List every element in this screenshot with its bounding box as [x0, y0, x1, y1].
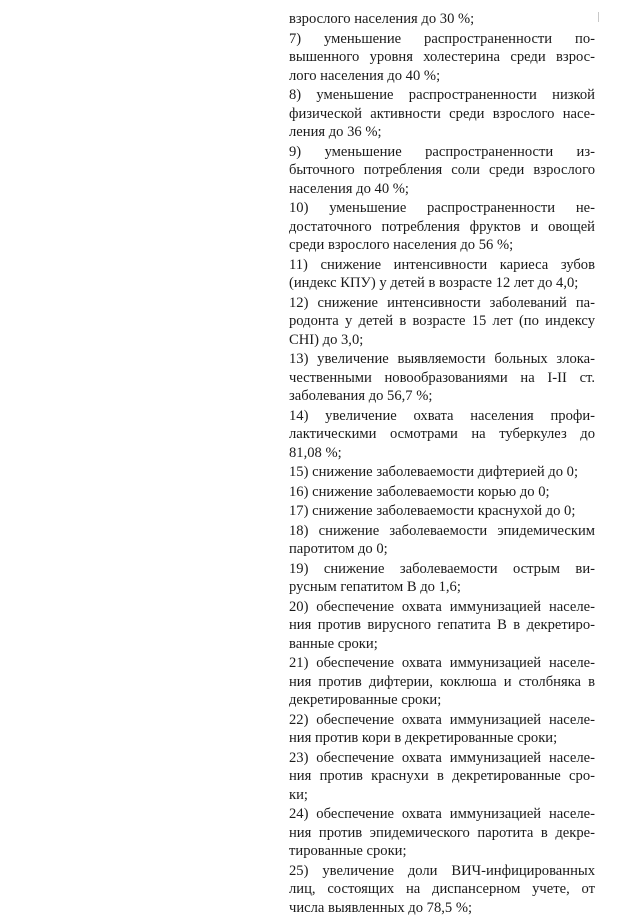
list-item-line: 14) увеличение охвата населения профи-: [289, 407, 595, 424]
list-item-15: [289, 463, 595, 482]
list-item-line: 19) снижение заболеваемости острым ви-: [289, 560, 595, 577]
list-item-line: паротитом до 0;: [289, 541, 388, 557]
list-item-line: 8) уменьшение распространенности низкой: [289, 87, 595, 103]
list-item-line: ния против кори в декретированные сроки;: [289, 730, 558, 746]
list-item-line: 18) снижение заболеваемости эпидемическим: [289, 522, 595, 539]
list-item-line: 10) уменьшение распространенности не-: [289, 200, 595, 216]
list-item-line: числа выявленных до 78,5 %;: [289, 899, 473, 916]
list-item-line: достаточного потребления фруктов и овощей: [289, 218, 595, 235]
list-item-line: (индекс КПУ) у детей в возрасте 12 лет до 4,0;: [289, 275, 579, 291]
list-item-line: 22) обеспечение охвата иммунизацией населе-: [289, 711, 595, 728]
list-item-line: лого населения до 40 %;: [289, 67, 441, 84]
list-item-9: [289, 143, 595, 199]
list-item-line: населения до 40 %;: [289, 180, 409, 197]
list-item-line: ния против вирусного гепатита В в декретиро-: [289, 617, 595, 633]
list-item-line: ния против эпидемического паротита в декре-: [289, 824, 595, 841]
list-item-20: [289, 598, 595, 654]
list-item-line: ния против краснухи в декретированные сро-: [289, 768, 595, 784]
list-item-11: [289, 256, 595, 293]
list-item-cont: [289, 10, 595, 29]
list-item-line: русным гепатитом В до 1,6;: [289, 579, 461, 595]
list-item-14: [289, 407, 595, 463]
text-column: [289, 10, 595, 918]
list-item-17: [289, 502, 595, 521]
list-item-19: [289, 560, 595, 597]
list-item-line: тированные сроки;: [289, 843, 407, 859]
list-item-10: [289, 199, 595, 255]
list-item-line: СНI) до 3,0;: [289, 331, 364, 348]
list-item-7: [289, 30, 595, 86]
list-item-line: чественными новообразованиями на I-II ст.: [289, 369, 595, 386]
list-item-16: [289, 483, 595, 502]
list-item-8: [289, 86, 595, 142]
list-item-line: 23) обеспечение охвата иммунизацией населе-: [289, 749, 595, 766]
list-item-line: лактическими осмотрами на туберкулез до: [289, 426, 595, 442]
list-item-line: 11) снижение интенсивности кариеса зубов: [289, 256, 595, 273]
list-item-line: 20) обеспечение охвата иммунизацией населе-: [289, 598, 595, 615]
list-item-line: родонта у детей в возрасте 15 лет (по индексу: [289, 313, 595, 329]
list-item-line: 21) обеспечение охвата иммунизацией населе-: [289, 655, 595, 671]
list-item-18: [289, 522, 595, 559]
list-item-12: [289, 294, 595, 350]
list-item-line: ванные сроки;: [289, 635, 378, 652]
list-item-line: ки;: [289, 786, 308, 803]
list-item-line: 12) снижение интенсивности заболеваний па-: [289, 294, 595, 311]
list-item-line: 24) обеспечение охвата иммунизацией населе-: [289, 806, 595, 822]
list-item-line: физической активности среди взрослого насе-: [289, 105, 595, 122]
list-item-line: 25) увеличение доли ВИЧ-инфицированных: [289, 862, 595, 879]
scan-artifact-mark: [598, 12, 599, 22]
list-item-line: 7) уменьшение распространенности по-: [289, 30, 595, 47]
list-item-line: 15) снижение заболеваемости дифтерией до 0;: [289, 464, 579, 480]
list-item-line: вышенного уровня холестерина среди взрос-: [289, 49, 595, 65]
list-item-13: [289, 350, 595, 406]
list-item-22: [289, 711, 595, 748]
list-item-23: [289, 749, 595, 805]
list-item-line: лиц, состоящих на диспансерном учете, от: [289, 881, 595, 897]
list-item-line: 16) снижение заболеваемости корью до 0;: [289, 483, 550, 500]
list-item-line: среди взрослого населения до 56 %;: [289, 237, 514, 253]
list-item-line: ления до 36 %;: [289, 124, 382, 140]
list-item-line: 9) уменьшение распространенности из-: [289, 143, 595, 160]
list-item-line: быточного потребления соли среди взрослого: [289, 162, 595, 178]
list-item-line: декретированные сроки;: [289, 692, 442, 708]
list-item-line: 81,08 %;: [289, 444, 342, 461]
list-item-line: 17) снижение заболеваемости краснухой до 0;: [289, 503, 576, 519]
list-item-line: взрослого населения до 30 %;: [289, 11, 475, 27]
list-item-line: заболевания до 56,7 %;: [289, 388, 433, 404]
list-item-line: ния против дифтерии, коклюша и столбняка в: [289, 673, 595, 690]
list-item-24: [289, 805, 595, 861]
list-item-21: [289, 654, 595, 710]
list-item-25: [289, 862, 595, 918]
list-item-line: 13) увеличение выявляемости больных злока-: [289, 351, 595, 367]
